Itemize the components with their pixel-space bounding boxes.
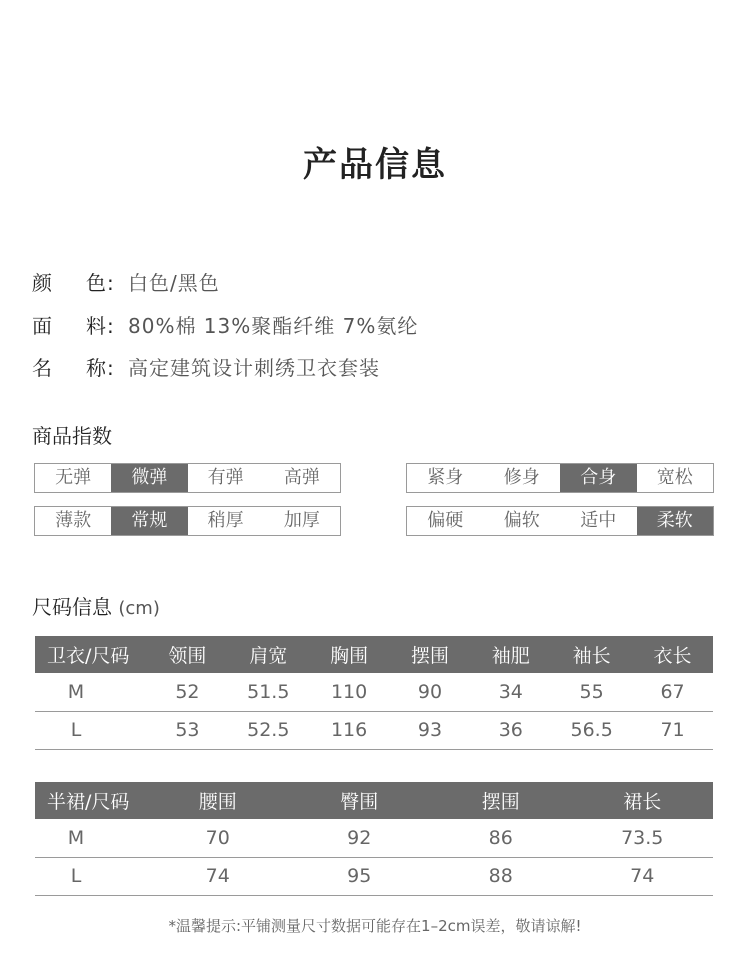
skirt-size-table bbox=[35, 782, 713, 896]
table-cell: L bbox=[35, 857, 147, 895]
table-cell: 116 bbox=[309, 711, 390, 749]
table-header-cell: 摆围 bbox=[390, 636, 471, 673]
table-header-cell: 半裙/尺码 bbox=[35, 782, 147, 819]
index-option: 柔软 bbox=[637, 507, 714, 535]
index-option: 有弹 bbox=[207, 467, 244, 488]
index-option: 适中 bbox=[580, 510, 617, 531]
index-option: 合身 bbox=[560, 464, 637, 492]
index-option: 修身 bbox=[503, 467, 540, 488]
page-title: 产品信息 bbox=[303, 145, 447, 185]
index-option: 常规 bbox=[111, 507, 187, 535]
table-cell: 71 bbox=[632, 711, 713, 749]
index-option: 微弹 bbox=[111, 464, 187, 492]
index-fit bbox=[406, 463, 714, 493]
table-cell: 70 bbox=[147, 819, 289, 857]
info-color-value: 白色/黑色 bbox=[128, 271, 220, 295]
index-option: 稍厚 bbox=[207, 510, 244, 531]
table-header-cell: 袖长 bbox=[551, 636, 632, 673]
index-option: 加厚 bbox=[283, 510, 320, 531]
table-cell: 56.5 bbox=[551, 711, 632, 749]
table-header-row bbox=[35, 782, 713, 819]
table-header-cell: 臀围 bbox=[289, 782, 431, 819]
table-header-cell: 胸围 bbox=[309, 636, 390, 673]
table-cell: 52.5 bbox=[228, 711, 309, 749]
table-cell: 73.5 bbox=[572, 819, 714, 857]
table-header-row bbox=[35, 636, 713, 673]
index-option: 宽松 bbox=[656, 467, 693, 488]
info-name bbox=[32, 352, 380, 381]
index-elasticity bbox=[34, 463, 341, 493]
table-cell: 92 bbox=[289, 819, 431, 857]
table-cell: 90 bbox=[390, 673, 471, 711]
index-option: 无弹 bbox=[55, 467, 92, 488]
index-option: 紧身 bbox=[427, 467, 464, 488]
size-unit: (cm) bbox=[118, 598, 160, 619]
info-name-label-2: 称: bbox=[86, 356, 115, 380]
measurement-note: *温馨提示:平铺测量尺寸数据可能存在1–2cm误差，敬请谅解! bbox=[168, 917, 582, 935]
table-cell: 51.5 bbox=[228, 673, 309, 711]
info-material-label-1: 面 bbox=[32, 314, 53, 338]
table-row bbox=[35, 711, 713, 749]
info-name-label-1: 名 bbox=[32, 356, 53, 380]
info-material-value: 80%棉 13%聚酯纤维 7%氨纶 bbox=[128, 314, 419, 338]
table-cell: 93 bbox=[390, 711, 471, 749]
index-option: 偏软 bbox=[503, 510, 540, 531]
table-cell: 34 bbox=[470, 673, 551, 711]
table-cell: M bbox=[35, 819, 147, 857]
table-cell: 88 bbox=[430, 857, 572, 895]
table-header-cell: 袖肥 bbox=[470, 636, 551, 673]
table-cell: 67 bbox=[632, 673, 713, 711]
table-header-cell: 裙长 bbox=[572, 782, 714, 819]
index-section-title: 商品指数 bbox=[32, 424, 112, 448]
index-thickness bbox=[34, 506, 341, 536]
table-cell: 74 bbox=[147, 857, 289, 895]
table-cell: 36 bbox=[470, 711, 551, 749]
size-section-title bbox=[32, 591, 160, 620]
table-header-cell: 肩宽 bbox=[228, 636, 309, 673]
table-header-cell: 衣长 bbox=[632, 636, 713, 673]
info-material-label-2: 料: bbox=[86, 314, 115, 338]
table-cell: 74 bbox=[572, 857, 714, 895]
table-row bbox=[35, 673, 713, 711]
size-section-label: 尺码信息 bbox=[32, 595, 112, 619]
index-softness bbox=[406, 506, 714, 536]
index-option: 高弹 bbox=[283, 467, 320, 488]
table-row bbox=[35, 857, 713, 895]
table-cell: 53 bbox=[147, 711, 228, 749]
info-name-value: 高定建筑设计刺绣卫衣套装 bbox=[128, 356, 380, 380]
table-header-cell: 腰围 bbox=[147, 782, 289, 819]
info-color-label-2: 色: bbox=[86, 271, 115, 295]
table-cell: 52 bbox=[147, 673, 228, 711]
table-cell: 110 bbox=[309, 673, 390, 711]
table-cell: M bbox=[35, 673, 147, 711]
table-row bbox=[35, 819, 713, 857]
table-header-cell: 领围 bbox=[147, 636, 228, 673]
index-option: 薄款 bbox=[55, 510, 92, 531]
top-size-table bbox=[35, 636, 713, 750]
table-cell: 55 bbox=[551, 673, 632, 711]
table-cell: 86 bbox=[430, 819, 572, 857]
table-cell: L bbox=[35, 711, 147, 749]
index-option: 偏硬 bbox=[427, 510, 464, 531]
table-header-cell: 摆围 bbox=[430, 782, 572, 819]
info-material bbox=[32, 310, 418, 339]
table-header-cell: 卫衣/尺码 bbox=[35, 636, 147, 673]
info-color bbox=[32, 267, 220, 296]
table-cell: 95 bbox=[289, 857, 431, 895]
info-color-label-1: 颜 bbox=[32, 271, 53, 295]
